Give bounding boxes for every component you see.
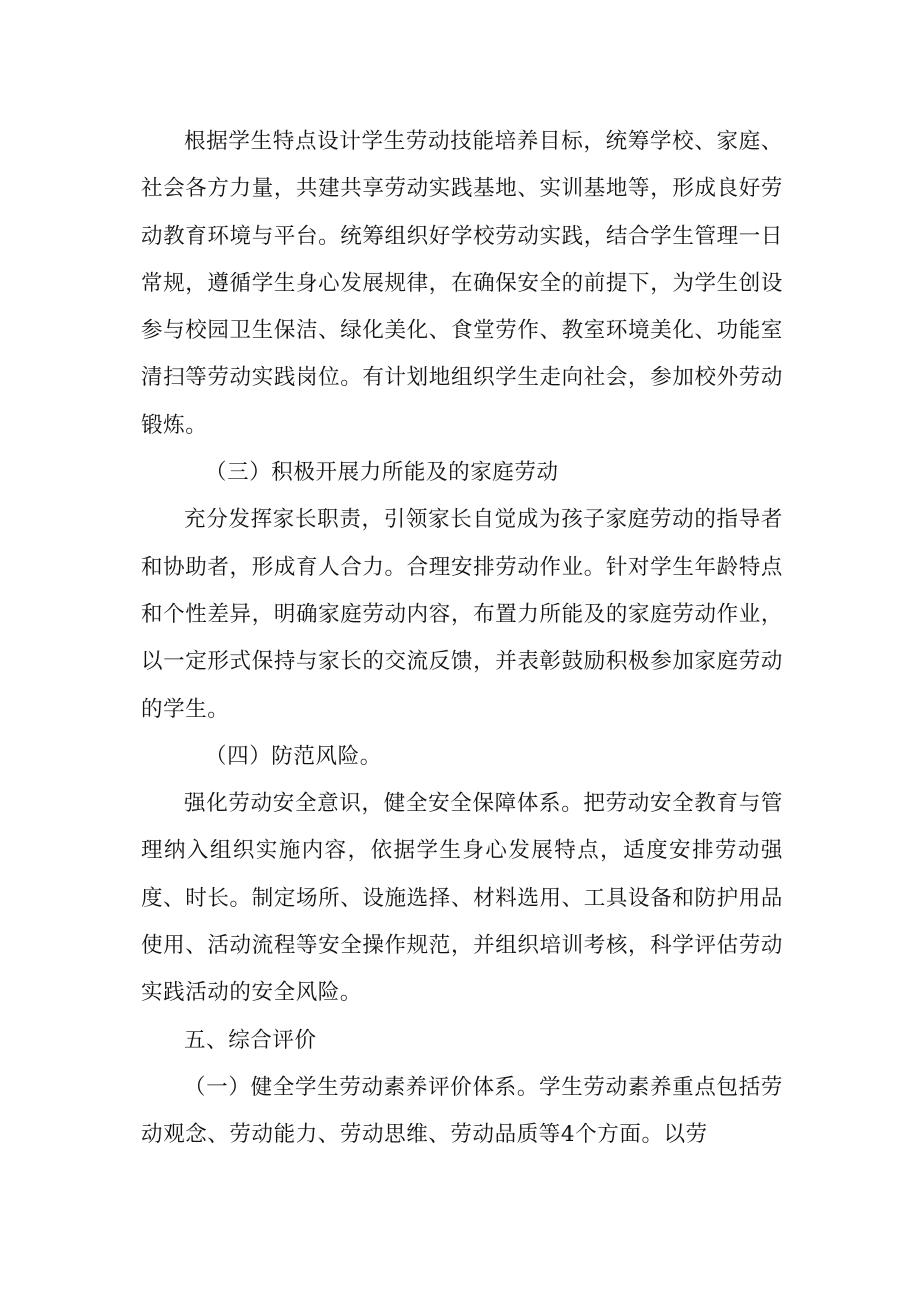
- document-page: [141, 118, 783, 1159]
- paragraph-school-labor-practice: 根据学生特点设计学生劳动技能培养目标，统筹学校、家庭、社会各方力量，共建共享劳动实践基地、实训基地等，形成良好劳动教育环境与平台。统筹组织好学校劳动实践，结合学生管理一日常规，遵循学生身心发展规律，在确保安全的前提下，为学生创设参与校园卫生保洁、绿化美化、食堂劳作、教室环境美化、功能室清扫等劳动实践岗位。有计划地组织学生走向社会，参加校外劳动锻炼。: [141, 129, 783, 438]
- paragraph-evaluation-system: （一）健全学生劳动素养评价体系。学生劳动素养重点包括劳动观念、劳动能力、劳动思维、劳动品质等4个方面。以劳: [141, 1074, 783, 1148]
- paragraph-family-labor: 充分发挥家长职责，引领家长自觉成为孩子家庭劳动的指导者和协助者，形成育人合力。合理安排劳动作业。针对学生年龄特点和个性差异，明确家庭劳动内容，布置力所能及的家庭劳动作业，以一定形式保持与家长的交流反馈，并表彰鼓励积极参加家庭劳动的学生。: [141, 507, 783, 722]
- heading-comprehensive-evaluation: 五、综合评价: [184, 1027, 317, 1053]
- paragraph-risk-prevention: 强化劳动安全意识，健全安全保障体系。把劳动安全教育与管理纳入组织实施内容，依据学生身心发展特点，适度安排劳动强度、时长。制定场所、设施选择、材料选用、工具设备和防护用品使用、活动流程等安全操作规范，并组织培训考核，科学评估劳动实践活动的安全风险。: [141, 791, 783, 1006]
- heading-risk-prevention: （四）防范风险。: [205, 743, 382, 769]
- heading-family-labor: （三）积极开展力所能及的家庭劳动: [205, 460, 559, 486]
